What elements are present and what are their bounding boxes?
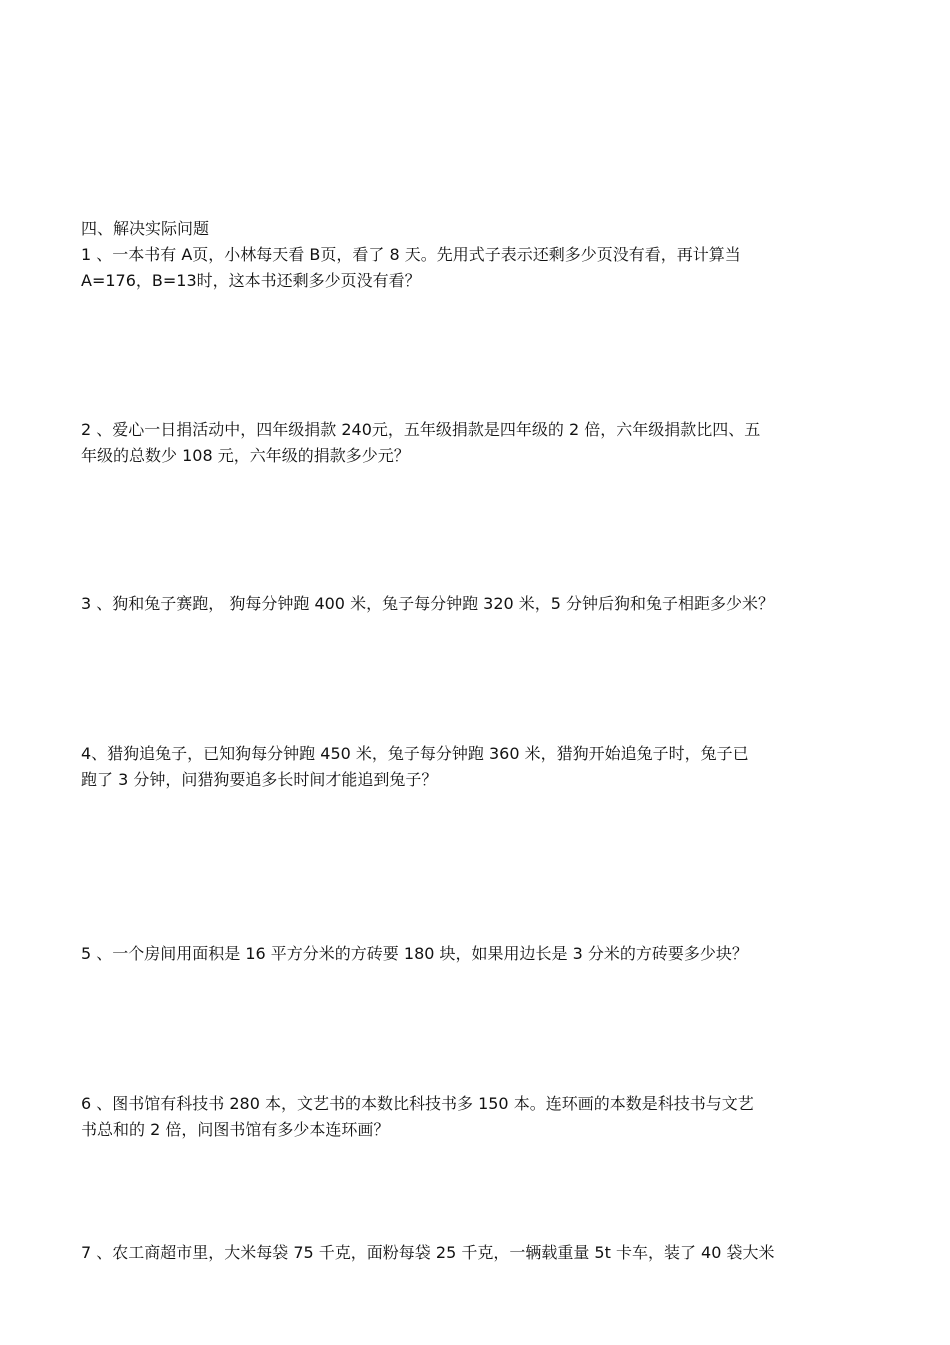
section-title: 四、解决实际问题 [81,219,210,238]
problem-line: 6 、图书馆有科技书 280 本，文艺书的本数比科技书多 150 本。连环画的本数是科技书与文艺 [81,1094,754,1113]
problem-line: 书总和的 2 倍，问图书馆有多少本连环画？ [81,1120,390,1139]
problem-line: 1 、一本书有 A页，小林每天看 B页，看了 8 天。先用式子表示还剩多少页没有看，再计算当 [81,245,741,264]
problem-line: 4、猎狗追兔子，已知狗每分钟跑 450 米，兔子每分钟跑 360 米，猎狗开始追兔子时，兔子已 [81,744,749,763]
problem-line: 3 、狗和兔子赛跑， 狗每分钟跑 400 米，兔子每分钟跑 320 米，5 分钟后狗和兔子相距多少米？ [81,594,775,613]
problem-line: 7 、农工商超市里，大米每袋 75 千克，面粉每袋 25 千克，一辆载重量 5t 卡车，装了 40 袋大米 [81,1243,775,1262]
problem-line: 2 、爱心一日捐活动中，四年级捐款 240元，五年级捐款是四年级的 2 倍，六年级捐款比四、五 [81,420,761,439]
problem-line: 年级的总数少 108 元，六年级的捐款多少元？ [81,446,410,465]
problem-1 [81,242,881,294]
problem-2 [81,417,881,469]
problem-3 [81,591,881,617]
problem-5 [81,941,881,967]
problem-line: 5 、一个房间用面积是 16 平方分米的方砖要 180 块，如果用边长是 3 分米的方砖要多少块？ [81,944,748,963]
problem-6 [81,1091,881,1143]
problem-line: A=176，B=13时，这本书还剩多少页没有看？ [81,271,421,290]
problem-7 [81,1240,881,1266]
problem-line: 跑了 3 分钟，问猎狗要追多长时间才能追到兔子？ [81,770,438,789]
problem-4 [81,741,881,793]
